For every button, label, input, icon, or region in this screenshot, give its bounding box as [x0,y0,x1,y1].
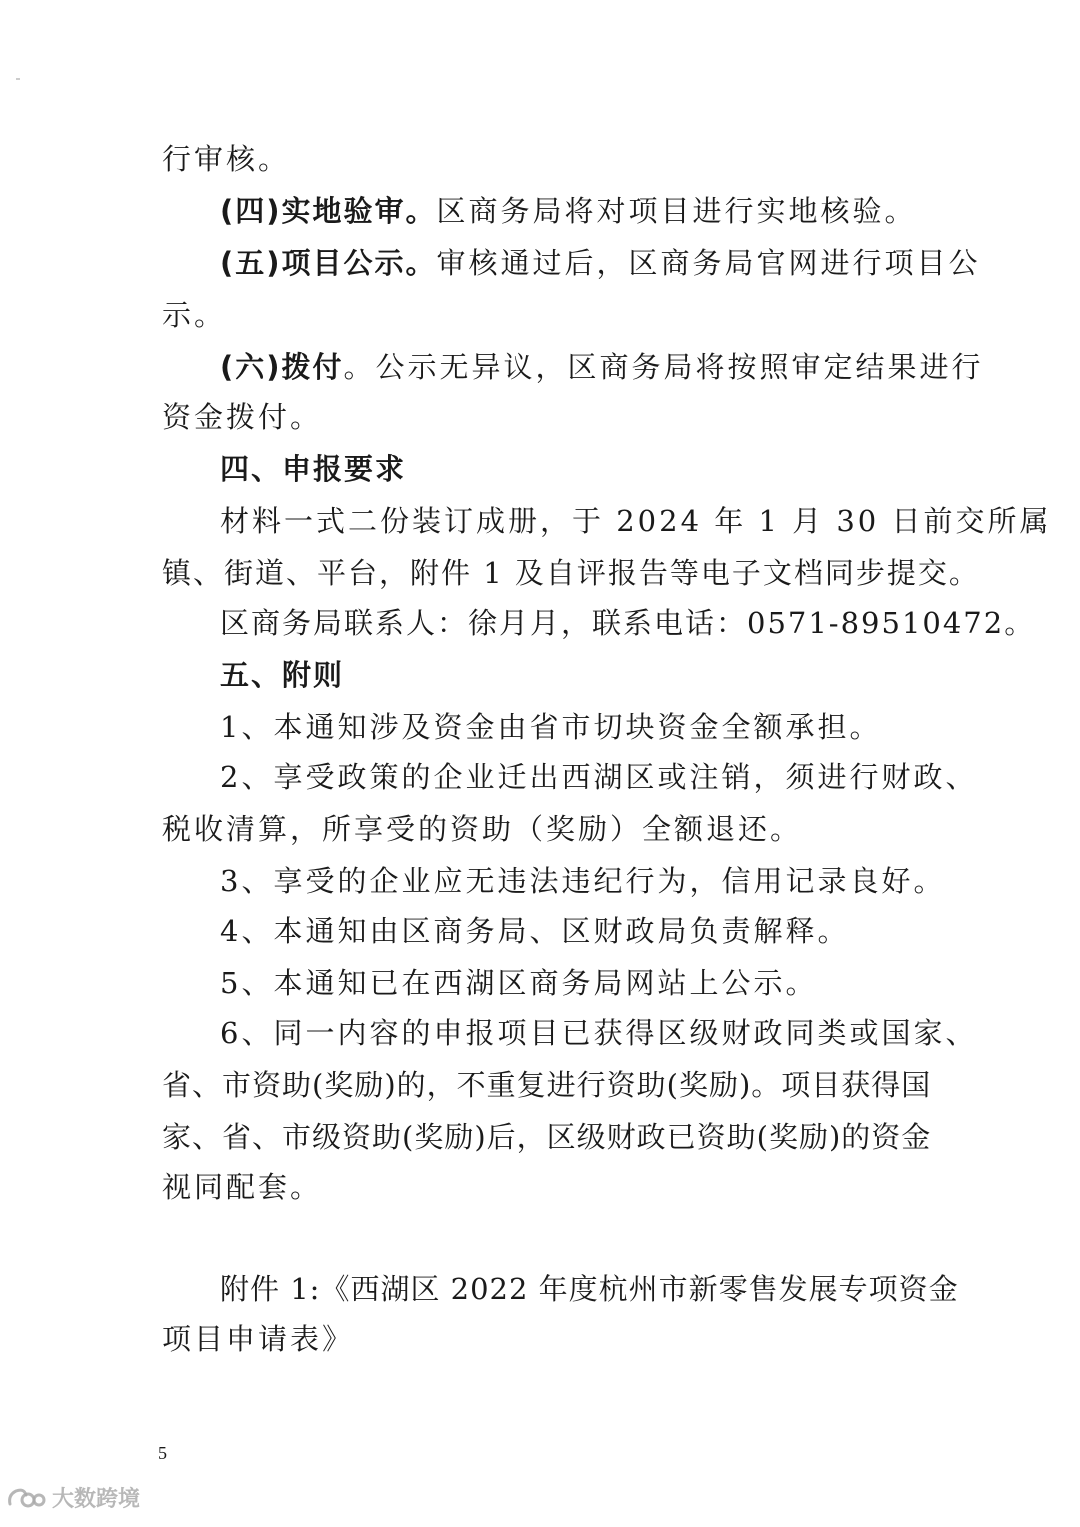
section-heading: 五、附则 [220,658,345,692]
watermark-text: 大数跨境 [52,1487,141,1512]
watermark [6,1482,140,1513]
text-line: 1、本通知涉及资金由省市切块资金全额承担。 [220,710,882,744]
inline-heading: (四)实地验审。 [220,194,437,228]
text-line: 行审核。 [162,142,291,176]
inline-heading: (六)拨付 [220,350,344,384]
text-line: 示。 [162,298,227,332]
dashuju-logo-icon [6,1485,46,1511]
attachment-line: 项目申请表》 [162,1322,355,1356]
text-line: 省、市资助(奖励)的，不重复进行资助(奖励)。项目获得国 [162,1068,932,1102]
text-line: 镇、街道、平台，附件 1 及自评报告等电子文档同步提交。 [162,556,980,590]
text-line: 区商务局联系人：徐月月，联系电话：0571-89510472。 [220,606,1036,640]
section-heading: 四、申报要求 [220,452,407,486]
text-line: 材料一式二份装订成册，于 2024 年 1 月 30 日前交所属 [220,504,1052,538]
page-number: 5 [158,1443,167,1463]
text-line: 5、本通知已在西湖区商务局网站上公示。 [220,966,818,1000]
text-line: 税收清算，所享受的资助（奖励）全额退还。 [162,812,803,846]
text-line: 3、享受的企业应无违法违纪行为，信用记录良好。 [220,864,946,898]
text-line: 家、省、市级资助(奖励)后，区级财政已资助(奖励)的资金 [162,1120,932,1154]
text-line: (四)实地验审。区商务局将对项目进行实地核验。 [220,194,917,228]
text-line: 视同配套。 [162,1170,323,1204]
text-line: 4、本通知由区商务局、区财政局负责解释。 [220,914,850,948]
text-line: (六)拨付。公示无异议，区商务局将按照审定结果进行 [220,350,984,384]
inline-heading: (五)项目公示。 [220,246,437,280]
attachment-line: 附件 1:《西湖区 2022 年度杭州市新零售发展专项资金 [220,1272,959,1306]
scan-speck [16,78,20,80]
text-line: (五)项目公示。审核通过后，区商务局官网进行项目公 [220,246,981,280]
text-line: 2、享受政策的企业迁出西湖区或注销，须进行财政、 [220,760,978,794]
text-line: 6、同一内容的申报项目已获得区级财政同类或国家、 [220,1016,978,1050]
text-line: 资金拨付。 [162,400,323,434]
